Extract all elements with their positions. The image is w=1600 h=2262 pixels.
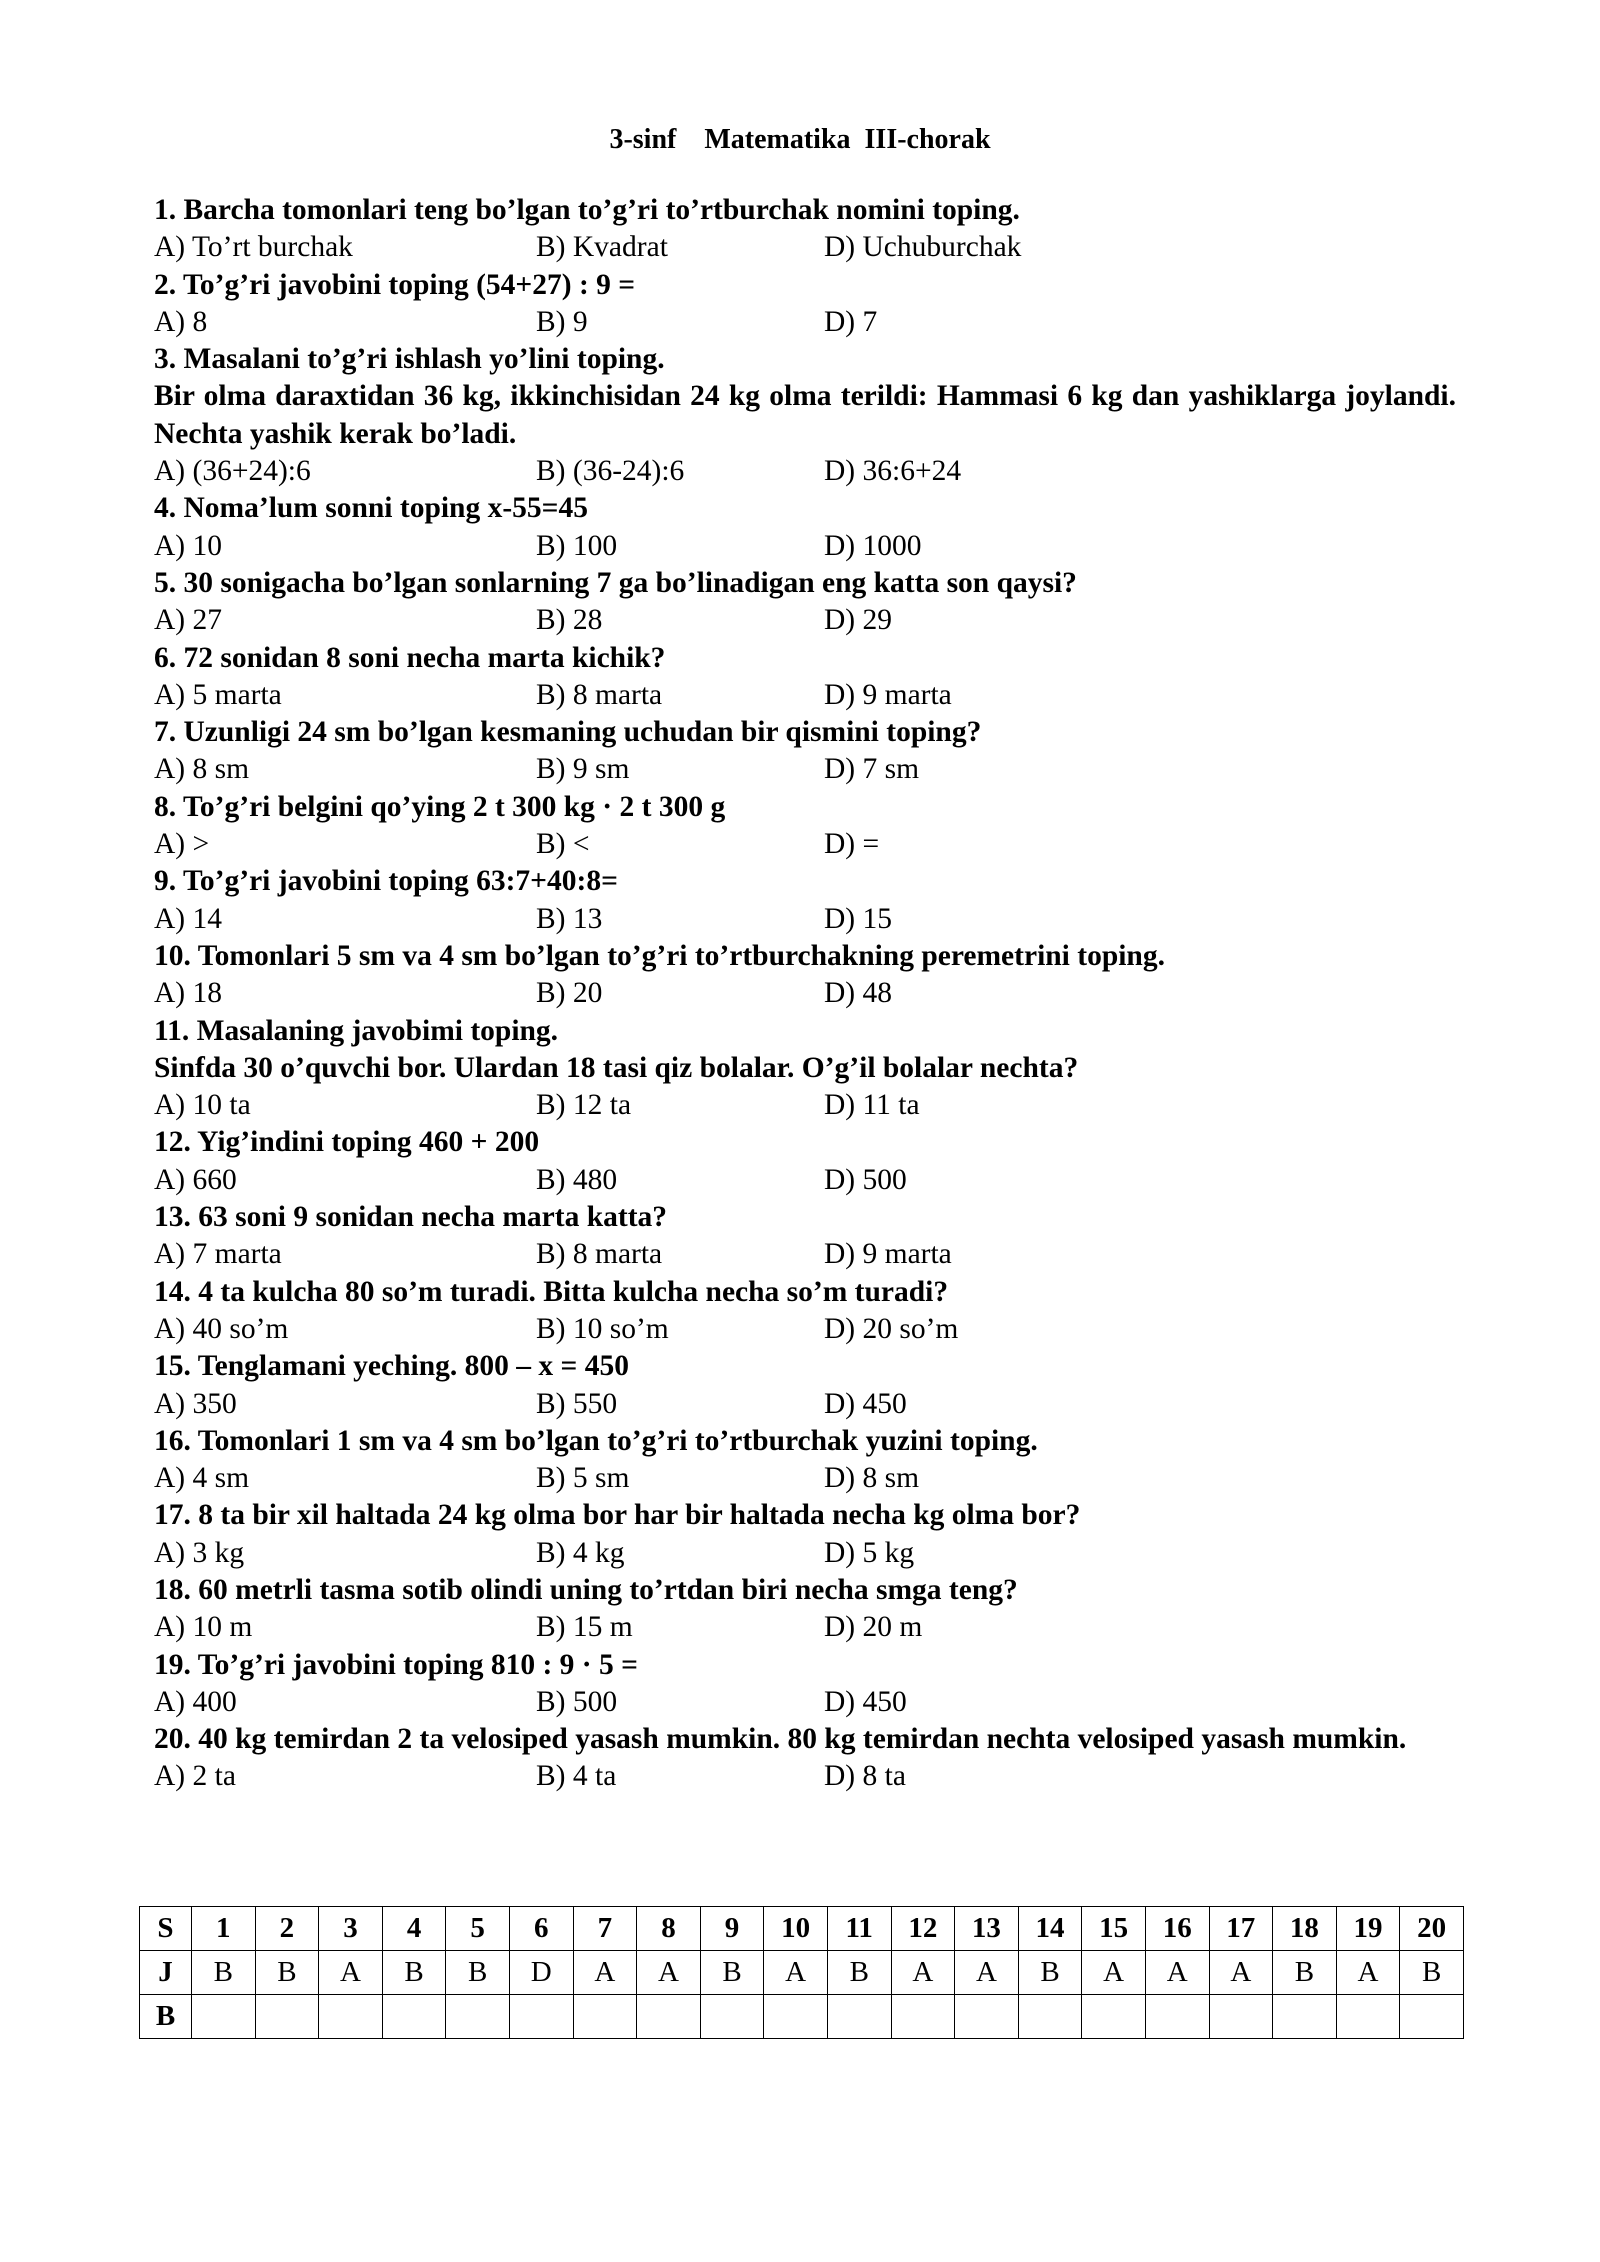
- answer-cell: 3: [319, 1907, 383, 1951]
- option-b: B) (36-24):6: [536, 455, 685, 488]
- option-a: A) 8: [154, 305, 208, 338]
- answer-cell: [319, 1995, 383, 2039]
- question-9: [154, 863, 1456, 938]
- answer-options: [154, 453, 1456, 490]
- question-list: [154, 192, 1456, 1796]
- answer-cell: A: [1209, 1951, 1273, 1995]
- question-3: [154, 341, 1456, 490]
- row-header: B: [140, 1995, 192, 2039]
- answer-options: [154, 528, 1456, 565]
- question-2: [154, 267, 1456, 342]
- option-a: A) 40 so’m: [154, 1312, 289, 1345]
- answer-cell: [1082, 1995, 1146, 2039]
- question-4: [154, 490, 1456, 565]
- question-text: 15. Tenglamani yeching. 800 – x = 450: [154, 1350, 629, 1383]
- answer-cell: 15: [1082, 1907, 1146, 1951]
- answer-options: [154, 1684, 1456, 1721]
- answer-cell: A: [955, 1951, 1019, 1995]
- question-text: 13. 63 soni 9 sonidan necha marta katta?: [154, 1201, 668, 1234]
- answer-cell: A: [1082, 1951, 1146, 1995]
- answer-options: [154, 901, 1456, 938]
- answer-cell: 12: [891, 1907, 955, 1951]
- answer-cell: B: [1400, 1951, 1464, 1995]
- option-b: B) 10 so’m: [536, 1312, 669, 1345]
- option-d: D) Uchuburchak: [824, 231, 1022, 264]
- question-6: [154, 640, 1456, 715]
- option-b: B) 13: [536, 902, 603, 935]
- question-text: 7. Uzunligi 24 sm bo’lgan kesmaning uchudan bir qismini toping?: [154, 716, 982, 749]
- answer-cell: [1273, 1995, 1337, 2039]
- option-b: B) 550: [536, 1387, 618, 1420]
- option-d: D) 11 ta: [824, 1089, 920, 1122]
- question-text: 11. Masalaning javobimi toping.: [154, 1014, 559, 1047]
- option-a: A) 27: [154, 604, 223, 637]
- question-14: [154, 1274, 1456, 1349]
- answer-table-row: [140, 1951, 1464, 1995]
- question-detail: Sinfda 30 o’quvchi bor. Ulardan 18 tasi qiz bolalar. O’g’il bolalar nechta?: [154, 1051, 1079, 1084]
- answer-cell: 20: [1400, 1907, 1464, 1951]
- question-text: 20. 40 kg temirdan 2 ta velosiped yasash mumkin. 80 kg temirdan nechta velosiped yasash mumkin.: [154, 1723, 1407, 1756]
- answer-options: [154, 975, 1456, 1012]
- answer-cell: 17: [1209, 1907, 1273, 1951]
- answer-cell: B: [382, 1951, 446, 1995]
- option-b: B) 9: [536, 305, 588, 338]
- answer-cell: [1336, 1995, 1400, 2039]
- option-d: D) 36:6+24: [824, 455, 962, 488]
- answer-options: [154, 602, 1456, 639]
- answer-options: [154, 1460, 1456, 1497]
- question-text: 10. Tomonlari 5 sm va 4 sm bo’lgan to’g’ri to’rtburchakning peremetrini toping.: [154, 939, 1165, 972]
- answer-cell: 1: [192, 1907, 256, 1951]
- answer-cell: A: [1145, 1951, 1209, 1995]
- answer-options: [154, 677, 1456, 714]
- option-d: D) 500: [824, 1163, 907, 1196]
- option-a: A) 10 ta: [154, 1089, 251, 1122]
- question-text: 19. To’g’ri javobini toping 810 : 9 · 5 =: [154, 1648, 638, 1681]
- answer-cell: 5: [446, 1907, 510, 1951]
- answer-cell: [764, 1995, 828, 2039]
- question-text: 8. To’g’ri belgini qo’ying 2 t 300 kg · 2 t 300 g: [154, 790, 726, 823]
- option-b: B) 100: [536, 529, 618, 562]
- answer-options: [154, 1386, 1456, 1423]
- answer-cell: [827, 1995, 891, 2039]
- answer-options: [154, 304, 1456, 341]
- answer-cell: [255, 1995, 319, 2039]
- question-text: 1. Barcha tomonlari teng bo’lgan to’g’ri to’rtburchak nomini toping.: [154, 194, 1020, 226]
- answer-cell: B: [192, 1951, 256, 1995]
- answer-cell: 6: [509, 1907, 573, 1951]
- question-text: 6. 72 sonidan 8 soni necha marta kichik?: [154, 641, 666, 674]
- option-b: B) 12 ta: [536, 1089, 632, 1122]
- question-text: 17. 8 ta bir xil haltada 24 kg olma bor har bir haltada necha kg olma bor?: [154, 1499, 1081, 1532]
- option-a: A) 18: [154, 977, 223, 1010]
- option-b: B) 9 sm: [536, 753, 630, 786]
- answer-options: [154, 1609, 1456, 1646]
- answer-options: [154, 1535, 1456, 1572]
- option-a: A) (36+24):6: [154, 455, 311, 488]
- question-text: 5. 30 sonigacha bo’lgan sonlarning 7 ga bo’linadigan eng katta son qaysi?: [154, 566, 1077, 599]
- answer-cell: A: [1336, 1951, 1400, 1995]
- answer-options: [154, 1758, 1456, 1795]
- answer-cell: 7: [573, 1907, 637, 1951]
- option-b: B) 500: [536, 1685, 618, 1718]
- option-a: A) To’rt burchak: [154, 231, 353, 264]
- answer-cell: [700, 1995, 764, 2039]
- option-a: A) 4 sm: [154, 1462, 250, 1495]
- question-detail: Bir olma daraxtidan 36 kg, ikkinchisidan 24 kg olma terildi: Hammasi 6 kg dan yashiklarga joylandi. Nechta yashik kerak bo’ladi.: [154, 380, 1456, 450]
- question-15: [154, 1348, 1456, 1423]
- option-d: D) 450: [824, 1685, 907, 1718]
- option-a: A) 5 marta: [154, 678, 282, 711]
- answer-cell: [1018, 1995, 1082, 2039]
- option-b: B) <: [536, 828, 590, 861]
- answer-options: [154, 751, 1456, 788]
- option-a: A) 400: [154, 1685, 237, 1718]
- option-d: D) 7: [824, 305, 878, 338]
- question-text: 12. Yig’indini toping 460 + 200: [154, 1126, 540, 1159]
- option-d: D) 9 marta: [824, 678, 952, 711]
- question-10: [154, 938, 1456, 1013]
- answer-cell: [1400, 1995, 1464, 2039]
- option-b: B) 28: [536, 604, 603, 637]
- answer-cell: 13: [955, 1907, 1019, 1951]
- answer-options: [154, 229, 1456, 266]
- question-12: [154, 1124, 1456, 1199]
- question-text: 14. 4 ta kulcha 80 so’m turadi. Bitta kulcha necha so’m turadi?: [154, 1275, 949, 1308]
- option-d: D) 15: [824, 902, 893, 935]
- option-a: A) 350: [154, 1387, 237, 1420]
- option-a: A) 3 kg: [154, 1536, 245, 1569]
- answer-table-row: [140, 1907, 1464, 1951]
- question-18: [154, 1572, 1456, 1647]
- answer-cell: [637, 1995, 701, 2039]
- answer-cell: A: [637, 1951, 701, 1995]
- question-text: 4. Noma’lum sonni toping x-55=45: [154, 492, 588, 525]
- answer-options: [154, 1311, 1456, 1348]
- answer-cell: [382, 1995, 446, 2039]
- option-b: B) 480: [536, 1163, 618, 1196]
- question-text: 2. To’g’ri javobini toping (54+27) : 9 =: [154, 268, 636, 301]
- answer-cell: B: [827, 1951, 891, 1995]
- question-17: [154, 1497, 1456, 1572]
- answer-cell: [446, 1995, 510, 2039]
- answer-cell: 9: [700, 1907, 764, 1951]
- question-16: [154, 1423, 1456, 1498]
- option-a: A) 14: [154, 902, 223, 935]
- answer-cell: [509, 1995, 573, 2039]
- answer-cell: 11: [827, 1907, 891, 1951]
- option-a: A) 7 marta: [154, 1238, 282, 1271]
- option-b: B) 4 kg: [536, 1536, 625, 1569]
- option-b: B) 8 marta: [536, 678, 663, 711]
- option-b: B) 4 ta: [536, 1760, 617, 1793]
- answer-cell: 19: [1336, 1907, 1400, 1951]
- option-d: D) 5 kg: [824, 1536, 915, 1569]
- answer-cell: [192, 1995, 256, 2039]
- question-5: [154, 565, 1456, 640]
- option-d: D) 7 sm: [824, 753, 920, 786]
- answer-cell: 2: [255, 1907, 319, 1951]
- option-a: A) 660: [154, 1163, 237, 1196]
- option-b: B) 5 sm: [536, 1462, 630, 1495]
- option-d: D) 8 sm: [824, 1462, 920, 1495]
- question-text: 9. To’g’ri javobini toping 63:7+40:8=: [154, 865, 618, 898]
- answer-cell: A: [891, 1951, 955, 1995]
- answer-table: [139, 1906, 1464, 2039]
- option-a: A) 2 ta: [154, 1760, 236, 1793]
- answer-cell: B: [446, 1951, 510, 1995]
- question-20: [154, 1721, 1456, 1796]
- question-13: [154, 1199, 1456, 1274]
- option-d: D) 450: [824, 1387, 907, 1420]
- answer-options: [154, 826, 1456, 863]
- option-d: D) 29: [824, 604, 893, 637]
- answer-options: [154, 1087, 1456, 1124]
- answer-cell: 8: [637, 1907, 701, 1951]
- option-b: B) 8 marta: [536, 1238, 663, 1271]
- question-1: [154, 192, 1456, 267]
- answer-cell: 16: [1145, 1907, 1209, 1951]
- option-d: D) 9 marta: [824, 1238, 952, 1271]
- option-d: D) 48: [824, 977, 893, 1010]
- option-b: B) Kvadrat: [536, 231, 668, 264]
- option-a: A) 10: [154, 529, 223, 562]
- answer-options: [154, 1236, 1456, 1273]
- answer-options: [154, 1162, 1456, 1199]
- option-d: D) 1000: [824, 529, 922, 562]
- answer-cell: [955, 1995, 1019, 2039]
- question-7: [154, 714, 1456, 789]
- answer-cell: 4: [382, 1907, 446, 1951]
- row-header: J: [140, 1951, 192, 1995]
- option-d: D) 20 so’m: [824, 1312, 959, 1345]
- answer-cell: [891, 1995, 955, 2039]
- question-text: 16. Tomonlari 1 sm va 4 sm bo’lgan to’g’ri to’rtburchak yuzini toping.: [154, 1424, 1038, 1457]
- row-header: S: [140, 1907, 192, 1951]
- answer-table-row: [140, 1995, 1464, 2039]
- answer-cell: B: [1018, 1951, 1082, 1995]
- option-d: D) 8 ta: [824, 1760, 906, 1793]
- answer-cell: [1145, 1995, 1209, 2039]
- answer-cell: A: [319, 1951, 383, 1995]
- question-19: [154, 1647, 1456, 1722]
- answer-cell: B: [1273, 1951, 1337, 1995]
- answer-cell: [573, 1995, 637, 2039]
- answer-cell: D: [509, 1951, 573, 1995]
- option-b: B) 15 m: [536, 1611, 633, 1644]
- option-a: A) 8 sm: [154, 753, 250, 786]
- question-8: [154, 789, 1456, 864]
- answer-cell: [1209, 1995, 1273, 2039]
- question-text: 3. Masalani to’g’ri ishlash yo’lini toping.: [154, 343, 665, 376]
- question-text: 18. 60 metrli tasma sotib olindi uning to’rtdan biri necha smga teng?: [154, 1573, 1018, 1606]
- answer-cell: A: [764, 1951, 828, 1995]
- question-11: [154, 1013, 1456, 1125]
- answer-cell: B: [255, 1951, 319, 1995]
- answer-cell: B: [700, 1951, 764, 1995]
- answer-cell: 14: [1018, 1907, 1082, 1951]
- answer-cell: 10: [764, 1907, 828, 1951]
- answer-cell: A: [573, 1951, 637, 1995]
- option-b: B) 20: [536, 977, 603, 1010]
- option-d: D) =: [824, 828, 880, 861]
- option-d: D) 20 m: [824, 1611, 923, 1644]
- page-title: 3-sinf Matematika III-chorak: [609, 124, 991, 155]
- answer-cell: 18: [1273, 1907, 1337, 1951]
- option-a: A) 10 m: [154, 1611, 253, 1644]
- option-a: A) >: [154, 828, 210, 861]
